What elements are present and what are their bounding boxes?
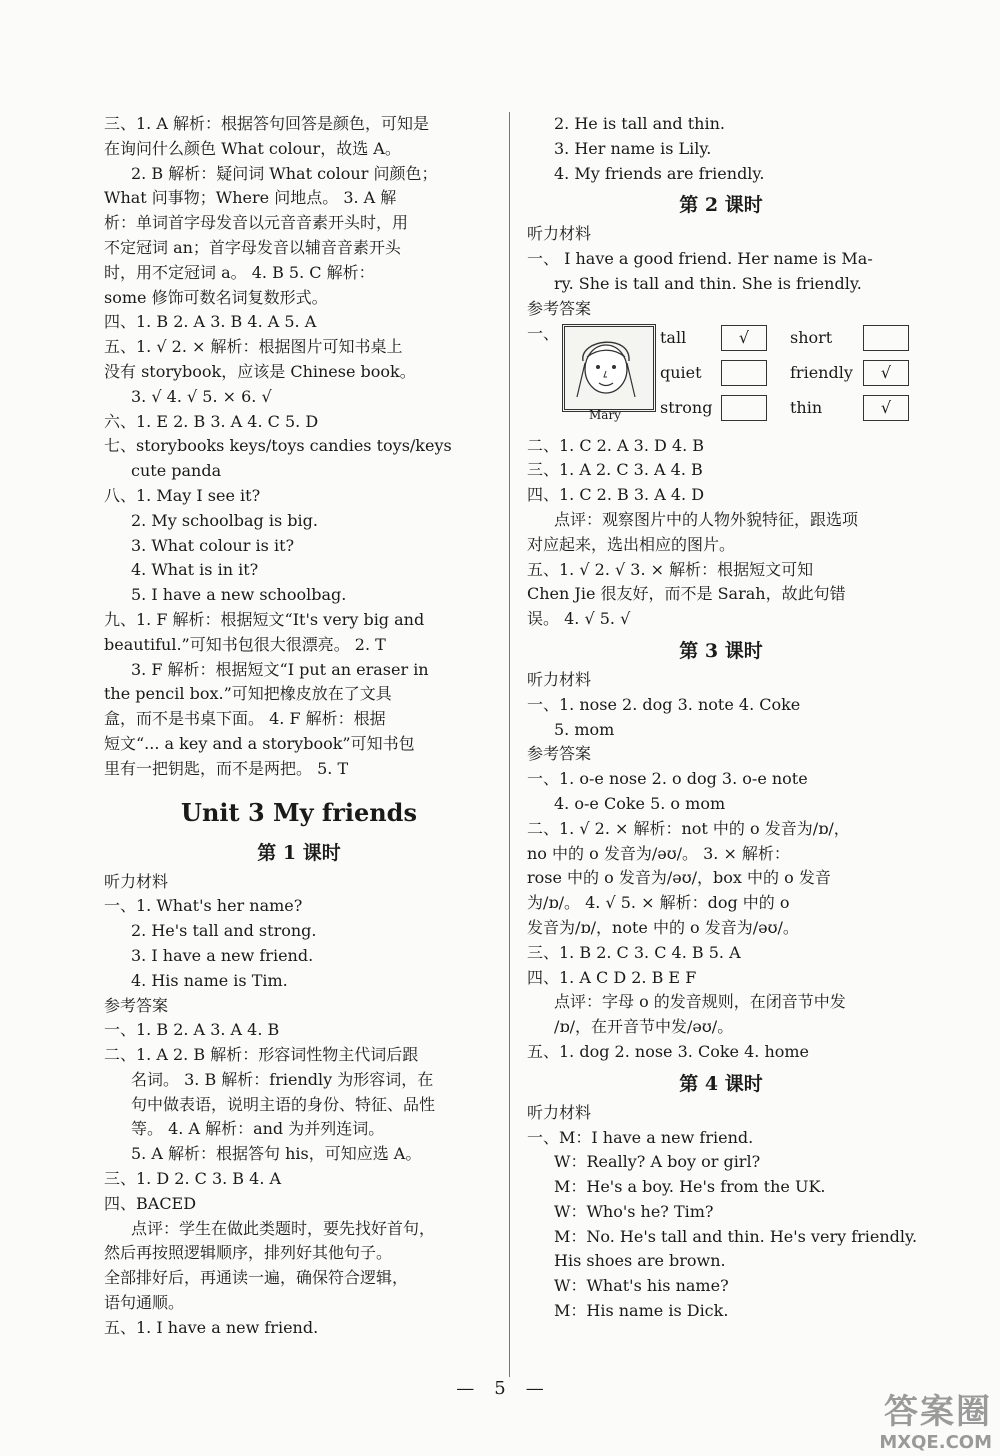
text-line: 听力材料	[527, 1102, 592, 1122]
option-label: tall	[660, 327, 687, 347]
text-line: W：What's his name?	[554, 1276, 729, 1296]
text-line: 九、1. F 解析：根据短文“It's very big and	[104, 609, 425, 629]
check-box: √	[863, 395, 909, 421]
text-line: 听力材料	[527, 669, 592, 689]
text-line: 八、1. May I see it?	[104, 485, 261, 505]
check-box	[721, 395, 767, 421]
text-line: 析：单词首字母发音以元音音素开头时，用	[104, 213, 409, 233]
option-label: short	[790, 327, 833, 347]
right-column	[527, 112, 918, 1324]
text-line: W：Really? A boy or girl?	[554, 1152, 761, 1172]
text-line: 4. My friends are friendly.	[554, 163, 765, 183]
text-line: 4. o-e Coke 5. o mom	[554, 793, 726, 813]
text-line: 点评：字母 o 的发音规则，在闭音节中发	[554, 992, 846, 1012]
text-line: 四、1. C 2. B 3. A 4. D	[527, 485, 705, 505]
text-line: 参考答案	[527, 744, 592, 764]
check-box	[721, 360, 767, 386]
portrait-caption: Mary	[589, 407, 621, 422]
text-line: M：His name is Dick.	[554, 1301, 729, 1321]
text-line: 3. Her name is Lily.	[554, 138, 712, 158]
text-line: M：No. He's tall and thin. He's very friendly.	[554, 1226, 918, 1246]
text-line: 没有 storybook，应该是 Chinese book。	[104, 361, 416, 381]
text-line: 听力材料	[527, 224, 592, 244]
option-label: strong	[660, 397, 713, 417]
left-answers-block	[104, 112, 494, 782]
text-line: 不定冠词 an；首字母发音以辅音音素开头	[104, 237, 401, 257]
text-line: ry. She is tall and thin. She is friendly.	[554, 273, 862, 293]
text-line: M：He's a boy. He's from the UK.	[554, 1177, 826, 1197]
text-line: 一、1. What's her name?	[104, 896, 303, 916]
lesson-3-title: 第 3 课时	[679, 639, 763, 662]
girl-face-icon	[565, 327, 647, 403]
text-line: 听力材料	[104, 871, 169, 891]
watermark-url: MXQE.COM	[879, 1432, 992, 1453]
text-line: 一、1. o-e nose 2. o dog 3. o-e note	[527, 769, 808, 789]
text-line: beautiful.”可知书包很大很漂亮。 2. T	[104, 634, 386, 654]
text-line: 里有一把钥匙，而不是两把。 5. T	[104, 758, 349, 778]
lesson-2-listening-block	[527, 222, 915, 321]
text-line: cute panda	[131, 461, 222, 481]
lesson-1-continued-block	[527, 112, 915, 186]
text-line: 在询问什么颜色 What colour，故选 A。	[104, 138, 401, 158]
watermark-text: 答案圈	[884, 1392, 992, 1432]
text-line: 2. My schoolbag is big.	[131, 510, 318, 530]
text-line: 2. He's tall and strong.	[131, 921, 317, 941]
lesson-4-block	[527, 1101, 918, 1324]
footer-dash-left: —	[456, 1378, 475, 1399]
unit-title: Unit 3 My friends	[181, 797, 417, 827]
text-line: 三、1. D 2. C 3. B 4. A	[104, 1169, 282, 1189]
text-line: 为/ɒ/。 4. √ 5. × 解析：dog 中的 o	[527, 893, 790, 913]
text-line: 5. A 解析：根据答句 his，可知应选 A。	[131, 1144, 422, 1164]
check-box: √	[863, 360, 909, 386]
text-line: 五、1. dog 2. nose 3. Coke 4. home	[527, 1041, 810, 1061]
text-line: 二、1. C 2. A 3. D 4. B	[527, 435, 705, 455]
lesson-4-title: 第 4 课时	[679, 1072, 763, 1095]
text-line: 全部排好后，再通读一遍，确保符合逻辑，	[104, 1268, 409, 1288]
question-number: 一、	[527, 323, 560, 343]
text-line: 5. mom	[554, 719, 615, 739]
text-line: 时，用不定冠词 a。 4. B 5. C 解析：	[104, 262, 375, 282]
text-line: 4. What is in it?	[131, 560, 259, 580]
text-line: 三、1. A 解析：根据答句回答是颜色，可知是	[104, 114, 429, 133]
footer-dash-right: —	[525, 1378, 544, 1399]
text-line: 一、 I have a good friend. Her name is Ma-	[527, 249, 873, 269]
text-line: 一、1. nose 2. dog 3. note 4. Coke	[527, 694, 801, 714]
text-line: 盒，而不是书桌下面。 4. F 解析：根据	[104, 709, 386, 729]
lesson-1-title: 第 1 课时	[257, 841, 341, 864]
text-line: the pencil box.”可知把橡皮放在了文具	[104, 684, 392, 704]
text-line: 3. What colour is it?	[131, 535, 295, 555]
text-line: 参考答案	[527, 298, 592, 318]
text-line: 三、1. A 2. C 3. A 4. B	[527, 460, 703, 480]
text-line: What 问事物；Where 问地点。 3. A 解	[104, 188, 397, 208]
option-label: thin	[790, 397, 823, 417]
text-line: 五、1. √ 2. √ 3. × 解析：根据短文可知	[527, 559, 814, 579]
text-line: 发音为/ɒ/，note 中的 o 发音为/əʊ/。	[527, 917, 799, 937]
text-line: 对应起来，选出相应的图片。	[527, 534, 736, 554]
text-line: 2. B 解析：疑问词 What colour 问颜色；	[131, 163, 438, 183]
option-label: quiet	[660, 362, 702, 382]
column-divider	[509, 112, 510, 1377]
text-line: 参考答案	[104, 995, 169, 1015]
text-line: W：Who's he? Tim?	[554, 1201, 714, 1221]
page-number: 5	[494, 1378, 506, 1399]
watermark-logo	[842, 1392, 992, 1454]
text-line: 三、1. B 2. C 3. C 4. B 5. A	[527, 942, 741, 962]
text-line: 一、M：I have a new friend.	[527, 1127, 754, 1147]
text-line: His shoes are brown.	[554, 1251, 726, 1271]
left-column	[104, 112, 494, 1341]
lesson-2-answers-block	[527, 434, 915, 632]
text-line: 等。 4. A 解析：and 为并列连词。	[131, 1119, 385, 1139]
text-line: /ɒ/，在开音节中发/əʊ/。	[554, 1017, 734, 1037]
text-line: 四、1. B 2. A 3. B 4. A 5. A	[104, 312, 317, 332]
text-line: 名词。 3. B 解析：friendly 为形容词，在	[131, 1069, 434, 1089]
text-line: some 修饰可数名词复数形式。	[104, 287, 328, 307]
check-box: √	[721, 325, 767, 351]
lesson-3-block	[527, 668, 915, 1065]
text-line: 3. F 解析：根据短文“I put an eraser in	[131, 659, 429, 679]
text-line: 五、1. I have a new friend.	[104, 1317, 319, 1337]
text-line: 四、1. A C D 2. B E F	[527, 967, 697, 987]
text-line: 短文“... a key and a storybook”可知书包	[104, 733, 415, 753]
text-line: 3. √ 4. √ 5. × 6. √	[131, 386, 272, 406]
text-line: 5. I have a new schoolbag.	[131, 585, 347, 605]
text-line: 四、BACED	[104, 1193, 197, 1213]
text-line: Chen Jie 很友好，而不是 Sarah，故此句错	[527, 584, 846, 604]
lesson-2-title: 第 2 课时	[679, 194, 763, 217]
text-line: 语句通顺。	[104, 1293, 185, 1313]
text-line: 然后再按照逻辑顺序，排列好其他句子。	[104, 1243, 393, 1263]
text-line: 2. He is tall and thin.	[554, 114, 725, 133]
text-line: 六、1. E 2. B 3. A 4. C 5. D	[104, 411, 319, 431]
option-label: friendly	[790, 362, 853, 382]
text-line: 点评：观察图片中的人物外貌特征，跟选项	[554, 509, 859, 529]
text-line: 七、storybooks keys/toys candies toys/keys	[104, 436, 452, 456]
character-checklist	[527, 322, 915, 434]
text-line: 二、1. √ 2. × 解析：not 中的 o 发音为/ɒ/，	[527, 818, 850, 838]
text-line: no 中的 o 发音为/əʊ/。 3. × 解析：	[527, 843, 790, 863]
text-line: 点评：学生在做此类题时，要先找好首句，	[131, 1218, 436, 1238]
text-line: 一、1. B 2. A 3. A 4. B	[104, 1020, 280, 1040]
text-line: 句中做表语，说明主语的身份、特征、品性	[131, 1094, 436, 1114]
mary-portrait	[562, 324, 656, 412]
text-line: 五、1. √ 2. × 解析：根据图片可知书桌上	[104, 337, 403, 357]
text-line: 误。 4. √ 5. √	[527, 609, 631, 629]
text-line: 二、1. A 2. B 解析：形容词性物主代词后跟	[104, 1045, 419, 1065]
check-box	[863, 325, 909, 351]
lesson-1-block	[104, 870, 494, 1341]
text-line: rose 中的 o 发音为/əʊ/，box 中的 o 发音	[527, 868, 831, 888]
text-line: 4. His name is Tim.	[131, 970, 288, 990]
text-line: 3. I have a new friend.	[131, 945, 314, 965]
